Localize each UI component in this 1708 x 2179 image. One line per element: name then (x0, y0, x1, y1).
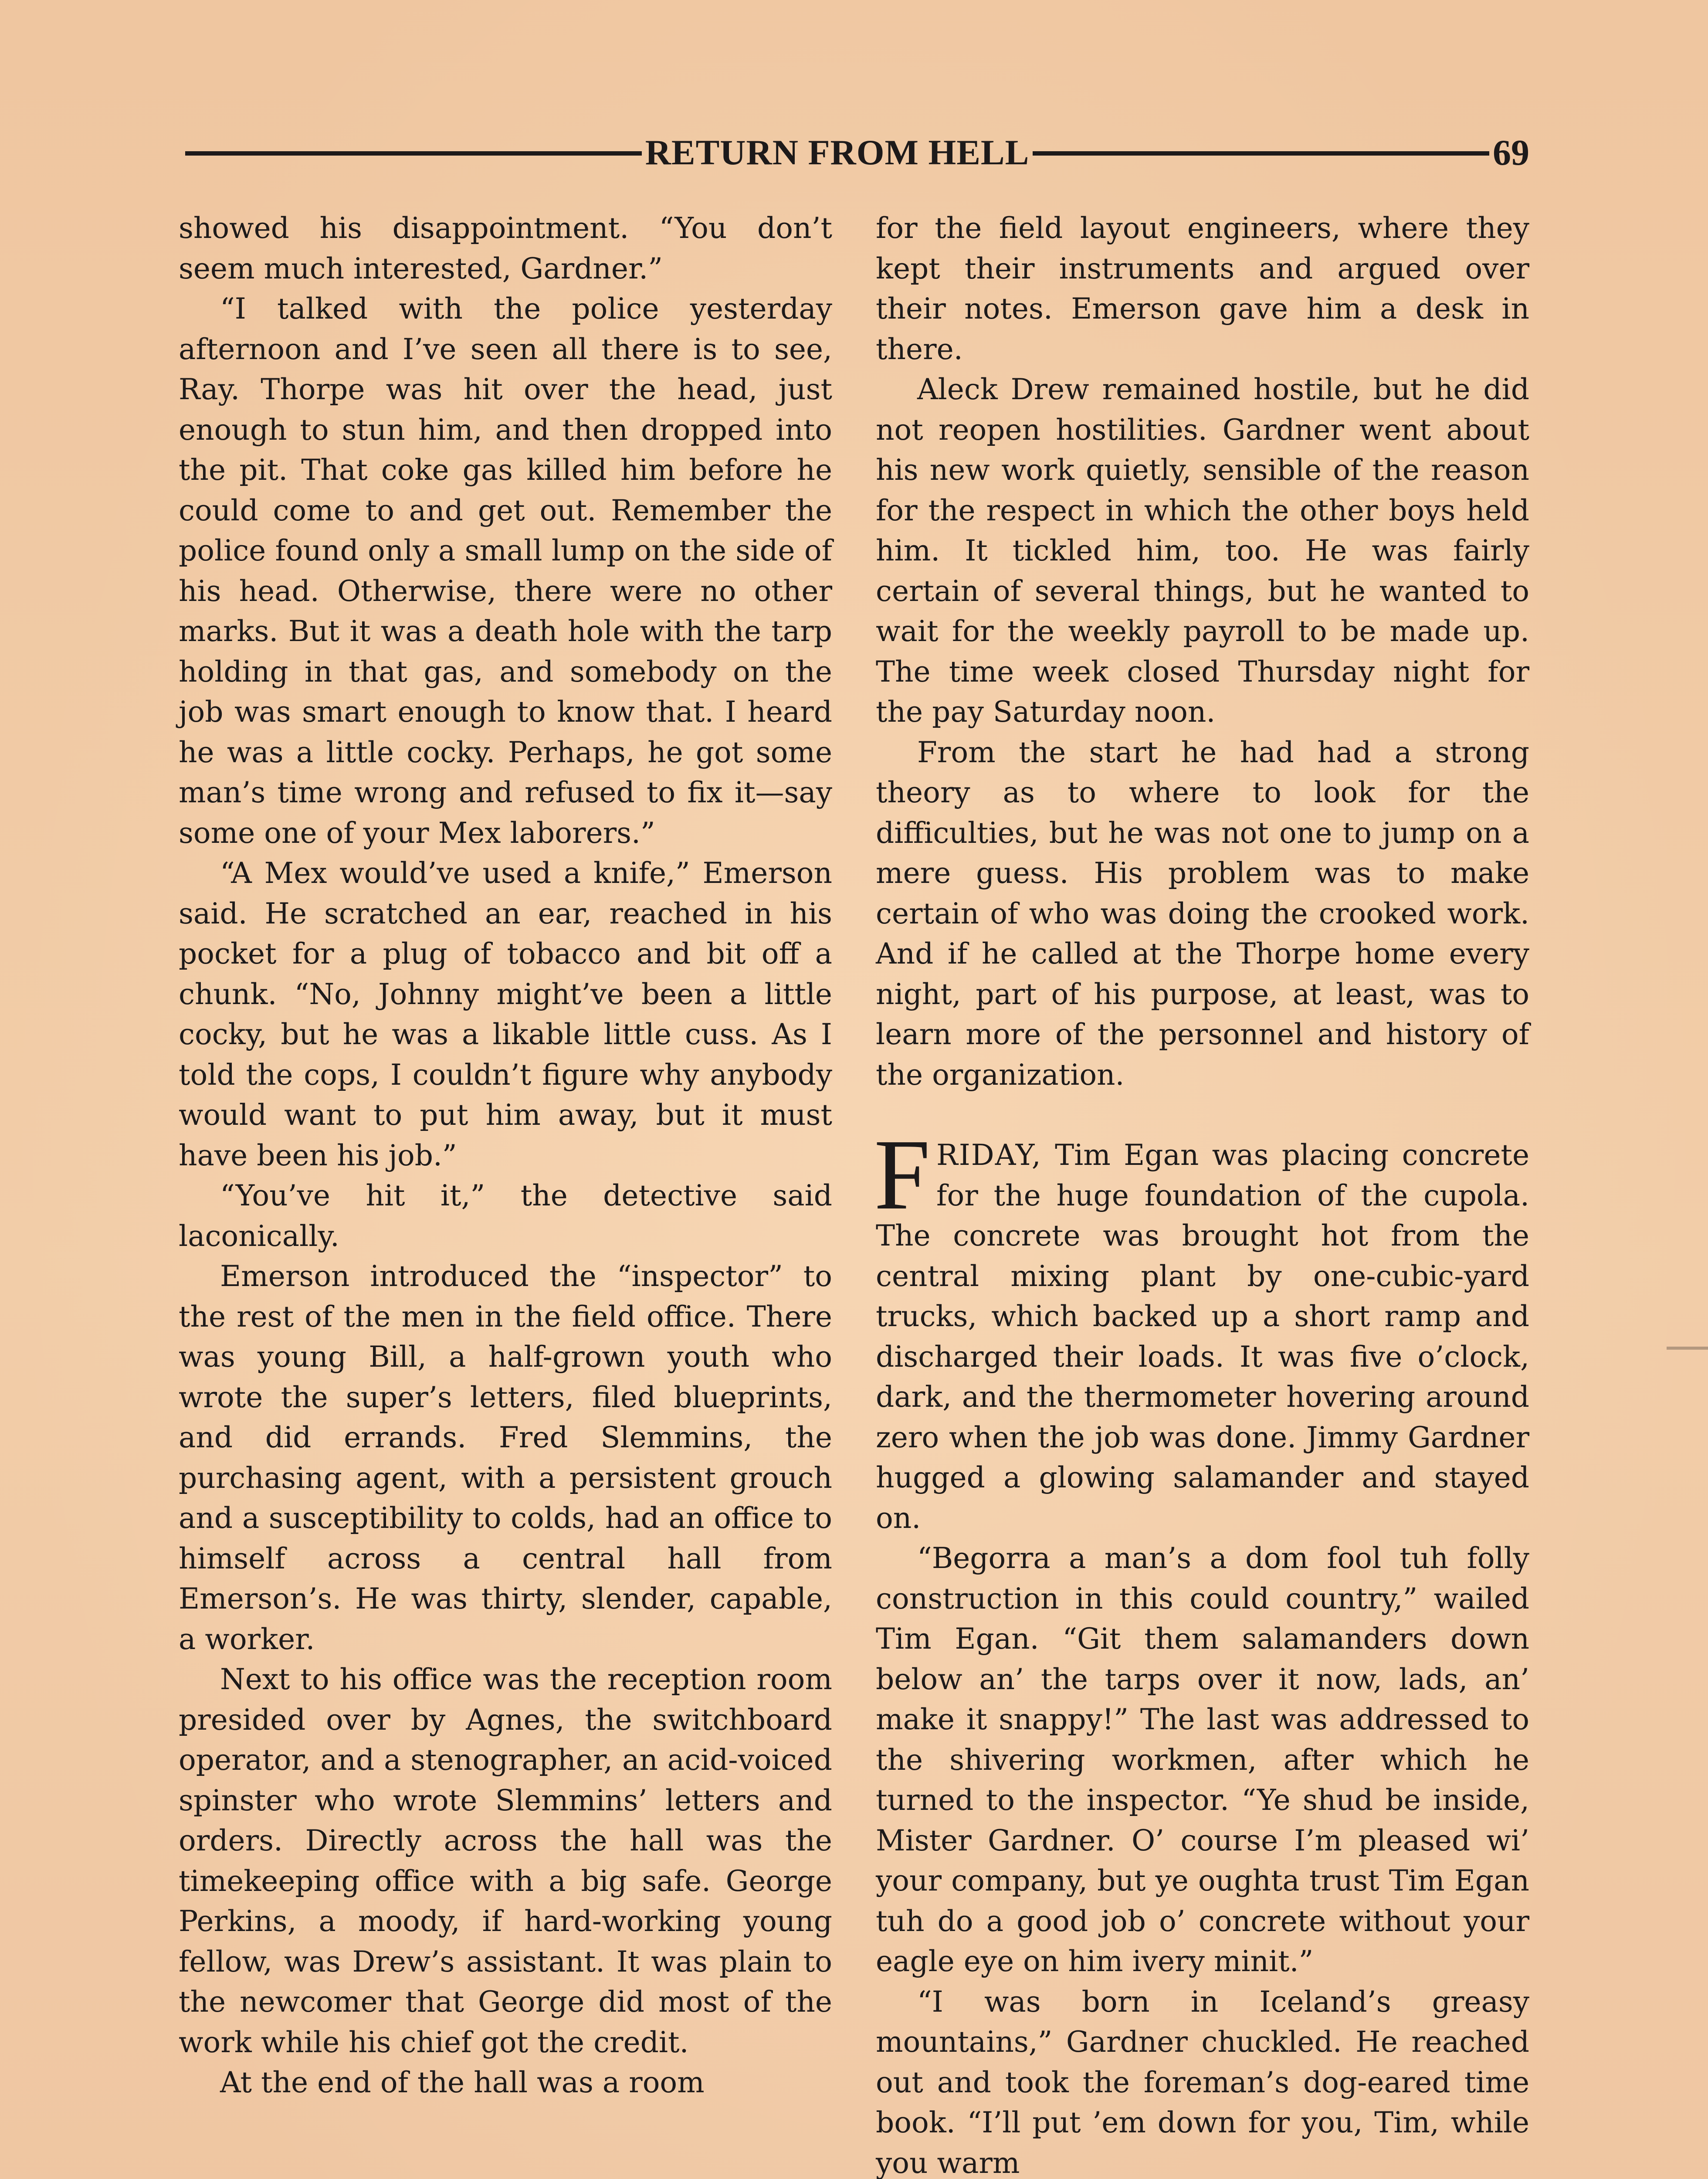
header-rule-right (1033, 151, 1489, 156)
running-title: RETURN FROM HELL (645, 132, 1030, 172)
margin-mark (1667, 1347, 1708, 1350)
paragraph: “A Mex would’ve used a knife,” Emerson said. He scratched an ear, reached in his pocket for a plug of tobacco and bit off a chunk. “No, Johnny might’ve been a little cocky, but he was a likable little cuss. As I told the cops, I couldn’t figure why anybody would want to put him away, but it must have been his job.” (179, 856, 832, 1172)
paragraph: “I talked with the police yesterday afternoon and I’ve seen all there is to see, Ray. Thorpe was hit over the head, just enough to stun him, and then dropped into the pit. That coke gas killed him before he could come to and get out. Remember the police found only a small lump on the side of his head. Otherwise, there were no other marks. But it was a death hole with the tarp holding in that gas, and somebody on the job was smart enough to know that. I heard he was a little cocky. Perhaps, he got some man’s time wrong and refused to fix it—say some one of your Mex laborers.” (179, 292, 832, 850)
running-header (185, 126, 1529, 179)
paragraph: Emerson introduced the “inspector” to the rest of the men in the field office. There was young Bill, a half-grown youth who wrote the super’s letters, filed blueprints, and did errands. Fred Slemmins, the purchasing agent, with a persistent grouch and a susceptibility to colds, had an office to himself across a central hall from Emerson’s. He was thirty, slender, capable, a worker. (179, 1259, 832, 1656)
smallcaps-lead: RIDAY, (936, 1138, 1042, 1172)
paragraph: “Begorra a man’s a dom fool tuh folly construction in this could country,” wailed Tim Egan. “Git them salamanders down below an’ the tarps over it now, lads, an’ make it snappy!” The last was addressed to the shivering workmen, after which he turned to the inspector. “Ye shud be inside, Mister Gardner. O’ course I’m pleased wi’ your company, but ye oughta trust Tim Egan tuh do a good job o’ concrete without your eagle eye on him ivery minit.” (876, 1541, 1529, 1978)
paragraph-text: Tim Egan was placing concrete for the huge foundation of the cupola. The concrete was brought hot from the central mixing plant by one-cubic-yard trucks, which backed up a short ramp and discharged their loads. It was five o’clock, dark, and the thermometer hovering around zero when the job was done. Jimmy Gardner hugged a glowing salamander and stayed on. (876, 1138, 1529, 1535)
drop-cap: F (874, 1119, 931, 1231)
header-rule-left (185, 151, 642, 156)
paragraph: From the start he had had a strong theory as to where to look for the difficulties, but he was not one to jump on a mere guess. His problem was to make certain of who was doing the crooked work. And if he called at the Thorpe home every night, part of his purpose, at least, was to learn more of the personnel and history of the organization. (876, 735, 1529, 1092)
page-number: 69 (1493, 132, 1530, 173)
paragraph: for the field layout engineers, where they kept their instruments and argued over their notes. Emerson gave him a desk in there. (876, 211, 1529, 366)
left-column (179, 208, 832, 2103)
paragraph: At the end of the hall was a room (220, 2066, 705, 2099)
paragraph: Next to his office was the reception room presided over by Agnes, the switchboard operator, and a stenographer, an acid-voiced spinster who wrote Slemmins’ letters and orders. Directly across the hall was the timekeeping office with a big safe. George Perkins, a moody, if hard-working young fellow, was Drew’s assistant. It was plain to the newcomer that George did most of the work while his chief got the credit. (179, 1663, 832, 2059)
paragraph: “You’ve hit it,” the detective said laconically. (179, 1179, 832, 1253)
section-opening-paragraph (874, 1119, 1529, 1538)
right-column (876, 208, 1529, 2179)
paragraph: showed his disappointment. “You don’t seem much interested, Gardner.” (179, 211, 832, 285)
paragraph: Aleck Drew remained hostile, but he did not reopen hostilities. Gardner went about his new work quietly, sensible of the reason for the respect in which the other boys held him. It tickled him, too. He was fairly certain of several things, but he wanted to wait for the weekly payroll to be made up. The time week closed Thursday night for the pay Saturday noon. (876, 373, 1529, 729)
paragraph: “I was born in Iceland’s greasy mountains,” Gardner chuckled. He reached out and took the foreman’s dog-eared time book. “I’ll put ’em down for you, Tim, while you warm (876, 1985, 1529, 2179)
